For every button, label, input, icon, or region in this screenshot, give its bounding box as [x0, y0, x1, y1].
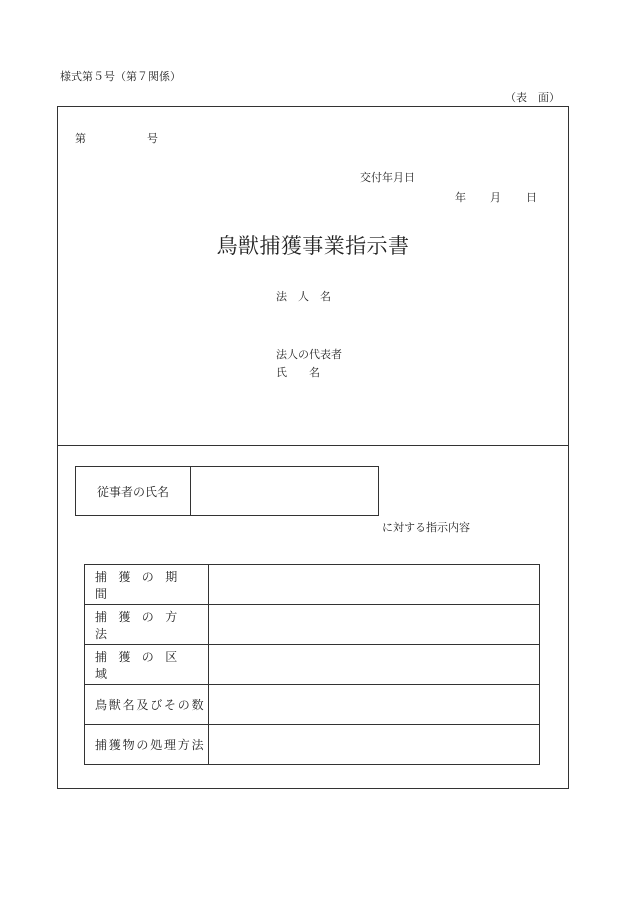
capture-period-label: 捕獲の期間: [85, 565, 209, 605]
table-row: [85, 565, 540, 605]
instruction-table: [84, 564, 540, 765]
representative-name-label: 氏 名: [276, 366, 320, 379]
document-number-prefix: 第: [75, 132, 86, 145]
capture-method-label: 捕獲の方法: [85, 605, 209, 645]
corporation-name-label: 法 人 名: [276, 290, 331, 303]
worker-name-label: 従事者の氏名: [76, 467, 191, 515]
worker-name-box: [75, 466, 379, 516]
form-number-label: 様式第５号（第７関係）: [60, 70, 181, 83]
document-title: 鳥獣捕獲事業指示書: [216, 234, 410, 258]
worker-name-field[interactable]: [191, 467, 378, 515]
date-month-label: 月: [490, 191, 501, 204]
table-row: [85, 725, 540, 765]
document-number-suffix: 号: [147, 132, 158, 145]
table-row: [85, 605, 540, 645]
representative-label: 法人の代表者: [276, 348, 342, 361]
capture-area-field[interactable]: [209, 645, 540, 685]
instruction-content-label: に対する指示内容: [382, 521, 470, 534]
section-divider: [57, 445, 569, 446]
capture-area-label: 捕獲の区域: [85, 645, 209, 685]
disposal-method-label: 捕獲物の処理方法: [85, 725, 209, 765]
species-count-field[interactable]: [209, 685, 540, 725]
issue-date-label: 交付年月日: [360, 171, 415, 184]
table-row: [85, 645, 540, 685]
date-year-label: 年: [455, 191, 466, 204]
capture-method-field[interactable]: [209, 605, 540, 645]
side-label: （表 面）: [505, 91, 560, 104]
date-day-label: 日: [526, 191, 537, 204]
species-count-label: 鳥獣名及びその数: [85, 685, 209, 725]
capture-period-field[interactable]: [209, 565, 540, 605]
disposal-method-field[interactable]: [209, 725, 540, 765]
table-row: [85, 685, 540, 725]
